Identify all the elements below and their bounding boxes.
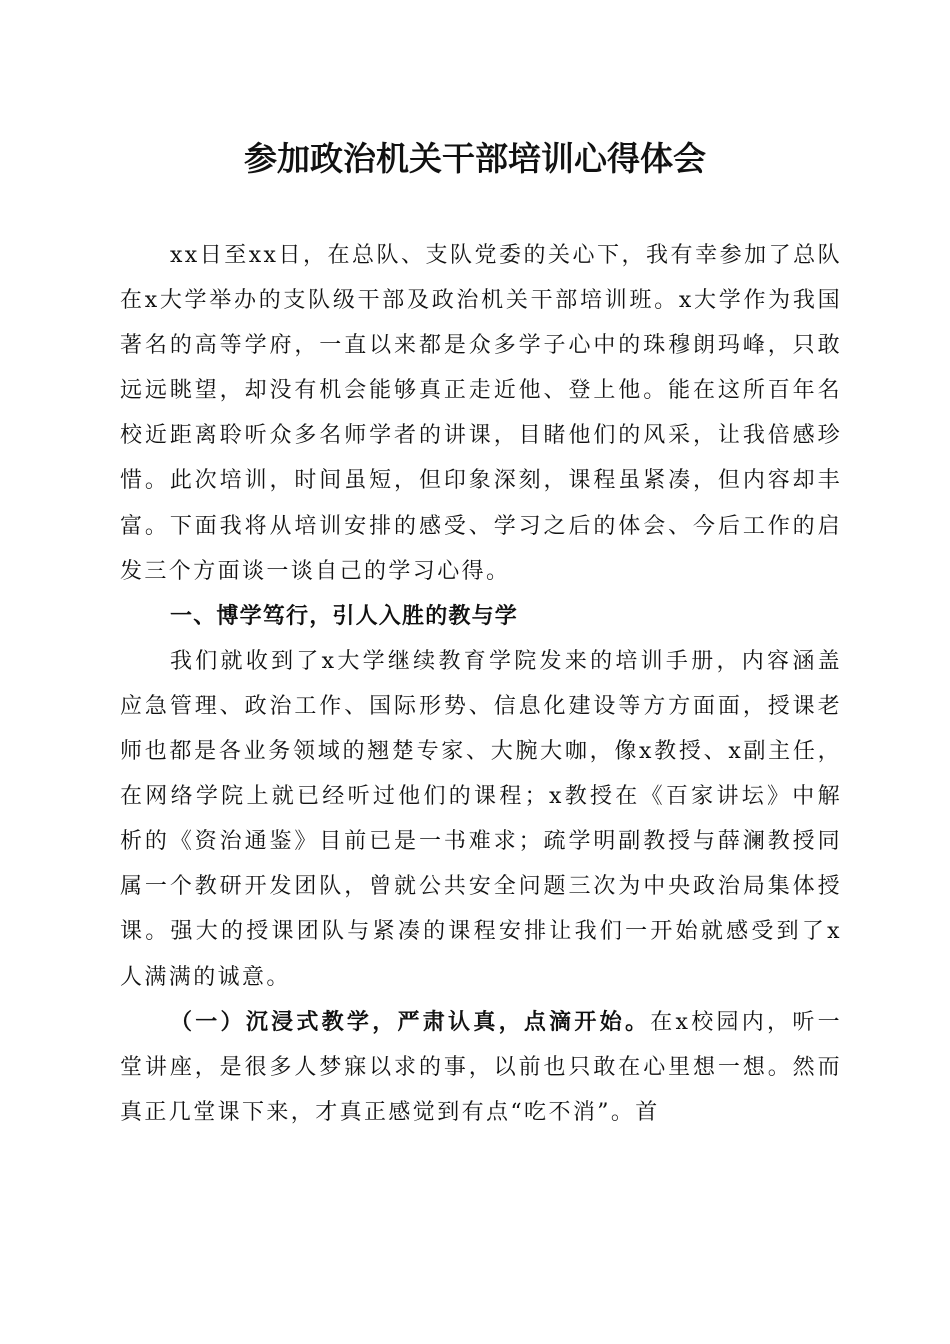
intro-paragraph: xx日至xx日，在总队、支队党委的关心下，我有幸参加了总队在x大学举办的支队级干部及政治机关干部培训班。x大学作为我国著名的高等学府，一直以来都是众多学子心中的珠穆朗玛峰，只敢远远眺望，却没有机会能够真正走近他、登上他。能在这所百年名校近距离聆听众多名师学者的讲课，目睹他们的风采，让我倍感珍惜。此次培训，时间虽短，但印象深刻，课程虽紧凑，但内容却丰富。下面我将从培训安排的感受、学习之后的体会、今后工作的启发三个方面谈一谈自己的学习心得。 (120, 243, 842, 584)
section-paragraph: 我们就收到了x大学继续教育学院发来的培训手册，内容涵盖应急管理、政治工作、国际形势、信息化建设等方方面面，授课老师也都是各业务领域的翘楚专家、大腕大咖，像x教授、x副主任，在网络学院上就已经听过他们的课程；x教授在《百家讲坛》中解析的《资治通鉴》目前已是一书难求；疏学明副教授与薛澜教授同属一个教研开发团队，曾就公共安全问题三次为中央政治局集体授课。强大的授课团队与紧凑的课程安排让我们一开始就感受到了x人满满的诚意。 (120, 648, 842, 990)
document-title: 参加政治机关干部培训心得体会 (244, 139, 706, 178)
subsection-paragraph (120, 1000, 842, 1135)
section-heading: 一、博学笃行，引人入胜的教与学 (170, 603, 519, 629)
document-body (120, 233, 842, 1135)
subsection-heading: （一）沉浸式教学，严肃认真，点滴开始。 (170, 1008, 651, 1035)
subsection-text: 在x校园内，听一堂讲座，是很多人梦寐以求的事，以前也只敢在心里想一想。然而真正几堂课下来，才真正感觉到有点“吃不消”。首 (120, 1009, 842, 1125)
